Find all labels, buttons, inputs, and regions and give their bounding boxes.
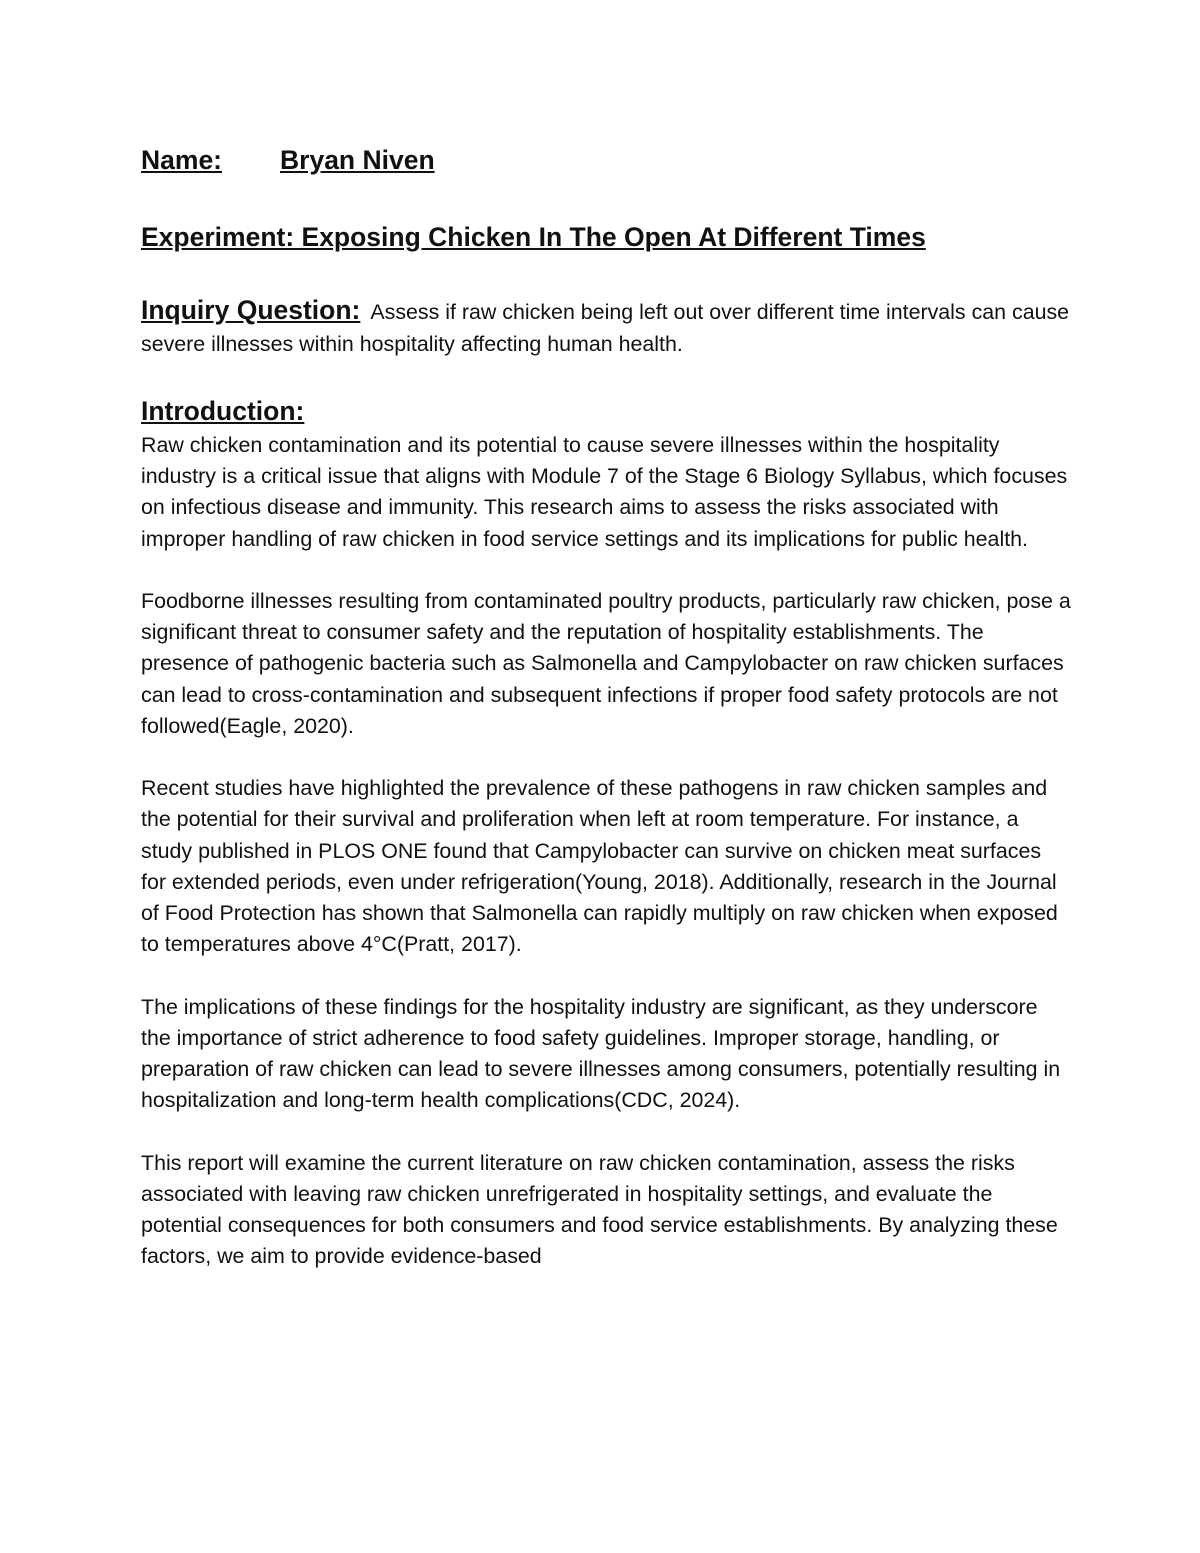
experiment-title: Experiment: Exposing Chicken In The Open At Different Times [141,222,926,252]
intro-paragraph: Recent studies have highlighted the prevalence of these pathogens in raw chicken samples and the potential for their survival and proliferation when left at room temperature. For instance, a study published in PLOS ONE found that Campylobacter can survive on chicken meat surfaces for extended periods, even under refrigeration(Young, 2018). Additionally, research in the Journal of Food Protection has shown that Salmonella can rapidly multiply on raw chicken when exposed to temperatures above 4°C(Pratt, 2017). [141,776,1058,957]
student-name: Bryan Niven [280,145,435,175]
inquiry-question [141,294,1071,360]
introduction-heading: Introduction: [141,396,305,426]
inquiry-text: Assess if raw chicken being left out over different time intervals can cause severe illnesses within hospitality affecting human health. [141,300,1070,356]
intro-paragraph: The implications of these findings for the hospitality industry are significant, as they underscore the importance of strict adherence to food safety guidelines. Improper storage, handling, or preparation of raw chicken can lead to severe illnesses among consumers, potentially resulting in hospitalization and long-term health complications(CDC, 2024). [141,994,1061,1113]
document-page [141,140,1071,1272]
intro-paragraph: Foodborne illnesses resulting from contaminated poultry products, particularly raw chicken, pose a significant threat to consumer safety and the reputation of hospitality establishments. The presence of pathogenic bacteria such as Salmonella and Campylobacter on raw chicken surfaces can lead to cross-contamination and subsequent infections if proper food safety protocols are not followed(Eagle, 2020). [141,589,1071,738]
name-label: Name: [141,145,223,175]
inquiry-label: Inquiry Question: [141,295,361,325]
introduction-body [141,430,1071,1272]
name-line [141,140,1071,180]
intro-paragraph: This report will examine the current literature on raw chicken contamination, assess the risks associated with leaving raw chicken unrefrigerated in hospitality settings, and evaluate the potential consequences for both consumers and food service establishments. By analyzing these factors, we aim to provide evidence-based [141,1150,1058,1269]
intro-paragraph: Raw chicken contamination and its potential to cause severe illnesses within the hospitality industry is a critical issue that aligns with Module 7 of the Stage 6 Biology Syllabus, which focuses on infectious disease and immunity. This research aims to assess the risks associated with improper handling of raw chicken in food service settings and its implications for public health. [141,433,1068,551]
